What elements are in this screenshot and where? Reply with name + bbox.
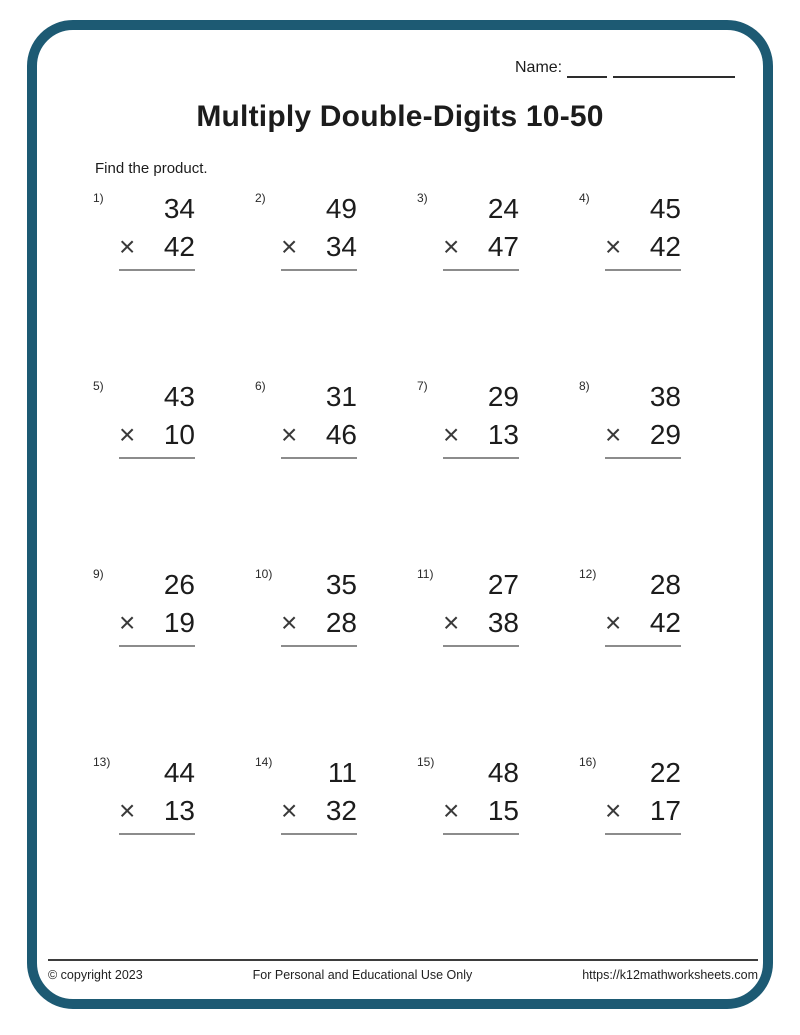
multiplicand: 34 (163, 193, 195, 224)
problem-work-area (605, 378, 681, 459)
multiplier: 47 (487, 231, 519, 262)
answer-line (119, 269, 195, 271)
multiplicand: 44 (163, 757, 195, 788)
problem-cell (579, 566, 741, 754)
answer-line (281, 269, 357, 271)
problem-cell (93, 378, 255, 566)
multiplicand: 38 (649, 381, 681, 412)
problem-number: 13) (93, 755, 111, 769)
problem-cell (417, 378, 579, 566)
multiplier: 42 (649, 607, 681, 638)
answer-line (281, 645, 357, 647)
problem-work-area (281, 754, 357, 835)
multiplicand: 24 (487, 193, 519, 224)
multiplication-sign: × (605, 231, 622, 262)
multiplier: 10 (163, 419, 195, 450)
multiplier: 38 (487, 607, 519, 638)
multiplier: 42 (649, 231, 681, 262)
footer (48, 968, 758, 982)
multiplicand: 27 (487, 569, 519, 600)
problem-work-area (119, 190, 195, 271)
problem-number: 2) (255, 191, 266, 205)
multiplication-sign: × (281, 231, 298, 262)
multiplicand: 22 (649, 757, 681, 788)
multiplication-sign: × (605, 419, 622, 450)
multiplication-sign: × (281, 607, 298, 638)
problem-cell (93, 754, 255, 942)
multiplier: 13 (163, 795, 195, 826)
multiplication-sign: × (119, 795, 136, 826)
problem-number: 7) (417, 379, 428, 393)
problem-number: 6) (255, 379, 266, 393)
multiplier: 15 (487, 795, 519, 826)
multiplication-sign: × (119, 231, 136, 262)
answer-line (119, 833, 195, 835)
answer-line (443, 457, 519, 459)
multiplication-sign: × (119, 607, 136, 638)
problem-cell (255, 190, 417, 378)
problem-work-area (281, 378, 357, 459)
multiplier: 42 (163, 231, 195, 262)
problem-number: 8) (579, 379, 590, 393)
answer-line (605, 457, 681, 459)
problem-number: 9) (93, 567, 104, 581)
problem-number: 14) (255, 755, 273, 769)
multiplication-sign: × (605, 795, 622, 826)
multiplicand: 28 (649, 569, 681, 600)
multiplier: 19 (163, 607, 195, 638)
answer-line (443, 645, 519, 647)
page-title: Multiply Double-Digits 10-50 (196, 100, 604, 133)
multiplication-sign: × (281, 419, 298, 450)
problem-cell (579, 190, 741, 378)
answer-line (605, 833, 681, 835)
problem-work-area (605, 566, 681, 647)
name-blank-line-long (613, 60, 735, 78)
answer-line (605, 645, 681, 647)
problem-cell (579, 378, 741, 566)
problem-work-area (119, 378, 195, 459)
multiplication-sign: × (443, 231, 460, 262)
problem-work-area (443, 754, 519, 835)
multiplication-sign: × (281, 795, 298, 826)
multiplicand: 49 (325, 193, 357, 224)
name-row (515, 59, 735, 78)
multiplier: 28 (325, 607, 357, 638)
multiplication-sign: × (443, 419, 460, 450)
multiplicand: 35 (325, 569, 357, 600)
problem-cell (417, 754, 579, 942)
problem-work-area (281, 566, 357, 647)
answer-line (281, 833, 357, 835)
problem-work-area (605, 190, 681, 271)
problem-work-area (443, 378, 519, 459)
multiplicand: 48 (487, 757, 519, 788)
problem-cell (255, 566, 417, 754)
multiplicand: 29 (487, 381, 519, 412)
name-blank-line-short (567, 60, 607, 78)
problem-work-area (281, 190, 357, 271)
problem-work-area (443, 566, 519, 647)
multiplier: 46 (325, 419, 357, 450)
problem-work-area (605, 754, 681, 835)
multiplication-sign: × (443, 607, 460, 638)
problem-number: 10) (255, 567, 273, 581)
footer-usage: For Personal and Educational Use Only (252, 968, 473, 982)
answer-line (605, 269, 681, 271)
name-label: Name: (515, 59, 563, 76)
problem-work-area (119, 754, 195, 835)
multiplicand: 11 (327, 757, 357, 788)
problem-number: 5) (93, 379, 104, 393)
problem-number: 15) (417, 755, 435, 769)
multiplicand: 43 (163, 381, 195, 412)
problem-number: 3) (417, 191, 428, 205)
instruction-text: Find the product. (95, 160, 208, 177)
multiplication-sign: × (119, 419, 136, 450)
problem-number: 4) (579, 191, 590, 205)
problem-number: 1) (93, 191, 104, 205)
multiplier: 17 (649, 795, 681, 826)
problem-cell (417, 566, 579, 754)
answer-line (119, 645, 195, 647)
multiplier: 29 (649, 419, 681, 450)
multiplicand: 26 (163, 569, 195, 600)
multiplication-sign: × (443, 795, 460, 826)
problem-cell (417, 190, 579, 378)
multiplier: 34 (325, 231, 357, 262)
answer-line (281, 457, 357, 459)
problem-work-area (443, 190, 519, 271)
problem-number: 11) (417, 567, 434, 581)
problem-number: 12) (579, 567, 597, 581)
multiplicand: 31 (325, 381, 357, 412)
problem-cell (93, 566, 255, 754)
multiplier: 13 (487, 419, 519, 450)
problem-cell (255, 378, 417, 566)
problem-cell (579, 754, 741, 942)
problem-number: 16) (579, 755, 597, 769)
footer-url: https://k12mathworksheets.com (582, 968, 758, 982)
problem-cell (93, 190, 255, 378)
answer-line (443, 833, 519, 835)
footer-copyright: © copyright 2023 (48, 968, 143, 982)
footer-divider (48, 959, 758, 961)
answer-line (443, 269, 519, 271)
multiplicand: 45 (649, 193, 681, 224)
problems-grid (93, 190, 741, 942)
multiplication-sign: × (605, 607, 622, 638)
multiplier: 32 (325, 795, 357, 826)
answer-line (119, 457, 195, 459)
problem-cell (255, 754, 417, 942)
problem-work-area (119, 566, 195, 647)
